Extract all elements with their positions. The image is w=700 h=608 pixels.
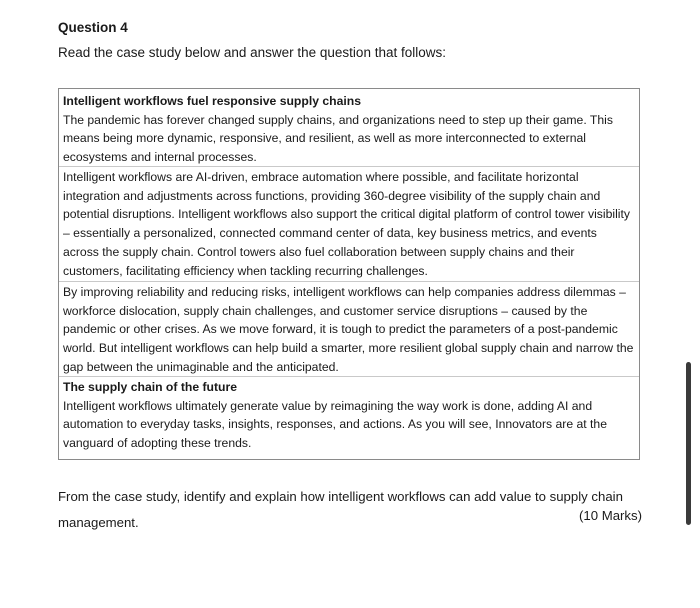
paragraph-divider (59, 166, 639, 167)
case-study-intro (63, 92, 635, 167)
paragraph-divider (59, 281, 639, 282)
case-study-heading: Intelligent workflows fuel responsive supply chains (63, 94, 361, 108)
case-study-closing: Intelligent workflows ultimately generate value by reimagining the way work is done, adding AI and automation to everyday tasks, insights, responses, and actions. As you will see, Innovators are at the vanguard of adopting these trends. (63, 398, 607, 451)
question-instruction: Read the case study below and answer the question that follows: (58, 45, 446, 60)
case-study-paragraph-3: By improving reliability and reducing risks, intelligent workflows can help companies address dilemmas – workforce dislocation, supply chain challenges, and customer service disruptions – caused by the pandemic or other crises. As we move forward, it is tough to predict the parameters of a post-pandemic world. But intelligent workflows can help build a smarter, more resilient global supply chain and narrow the gap between the unimaginable and the anticipated. (63, 285, 634, 374)
paragraph-divider (59, 376, 639, 377)
task-marks: (10 Marks) (578, 508, 642, 523)
case-study-closing-section (63, 378, 635, 453)
vertical-scrollbar[interactable] (686, 362, 691, 525)
question-title: Question 4 (58, 20, 128, 35)
case-study-paragraph-1: The pandemic has forever changed supply chains, and organizations need to step up their game. This means being more dynamic, responsive, and resilient, as well as more interconnected to external ecosystems and internal processes. (63, 112, 613, 165)
task-prompt: From the case study, identify and explain how intelligent workflows can add value to supply chain management. (58, 489, 623, 530)
case-study-subheading: The supply chain of the future (63, 380, 238, 394)
case-study-paragraph-2: Intelligent workflows are AI-driven, embrace automation where possible, and facilitate horizontal integration and adjustments across functions, providing 360-degree visibility of the supply chain and potential disruptions. Intelligent workflows also support the critical digital platform of control tower visibility – essentially a personalized, connected command center of data, key business metrics, and events across the supply chain. Control towers also fuel collaboration between supply chains and their customers, facilitating efficiency when tackling recurring challenges. (63, 170, 630, 278)
